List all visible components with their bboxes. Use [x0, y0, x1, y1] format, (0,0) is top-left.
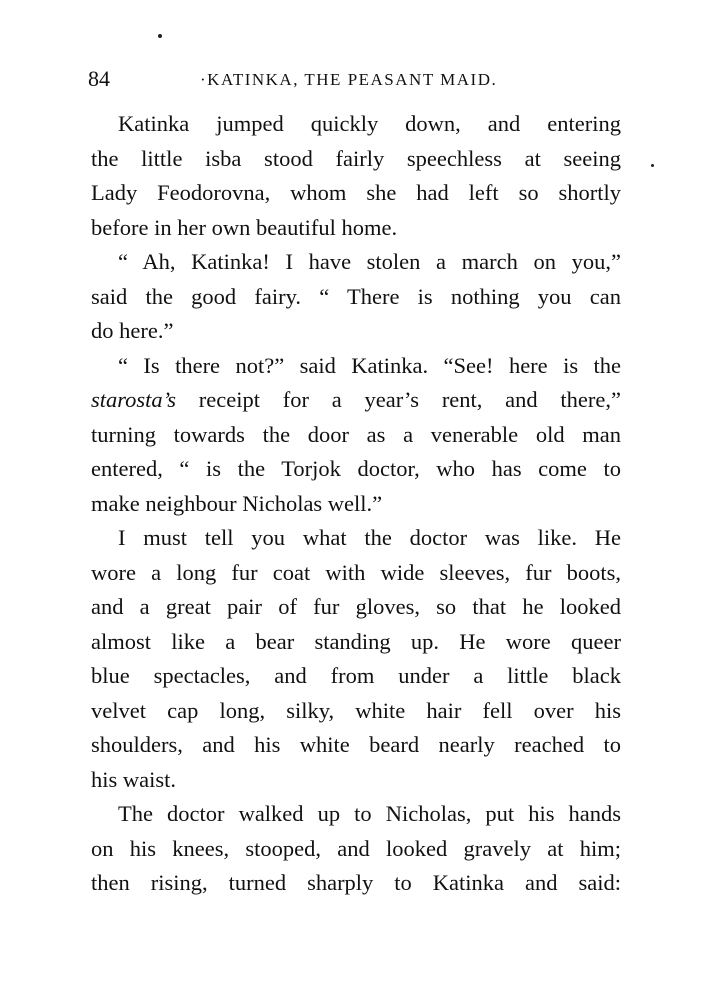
italic-term: starosta’s: [91, 387, 177, 412]
text-line: Lady Feodorovna, whom she had left so shortly: [91, 180, 621, 205]
paragraph: [91, 245, 621, 349]
text-line: on his knees, stooped, and looked gravely at him;: [91, 835, 621, 861]
ink-speck: [158, 34, 162, 38]
text-line: make neighbour Nicholas well.”: [91, 490, 383, 516]
text-line: I must tell you what the doctor was like. He: [118, 525, 621, 550]
text-line: Katinka jumped quickly down, and entering: [118, 111, 621, 136]
text-line: entered, “ is the Torjok doctor, who has come to: [91, 456, 621, 481]
text-line: do here.”: [91, 318, 174, 343]
page-number: 84: [88, 66, 110, 91]
text-line: “ Is there not?” said Katinka. “See! here is the: [118, 352, 621, 378]
text-line: The doctor walked up to Nicholas, put his hands: [118, 801, 621, 826]
text-line: turning towards the door as a venerable old man: [91, 421, 621, 447]
paragraph: [91, 107, 621, 245]
text-line: blue spectacles, and from under a little black: [91, 663, 621, 688]
text-line: shoulders, and his white beard nearly reached to: [91, 732, 621, 757]
text-line: then rising, turned sharply to Katinka and said:: [91, 870, 621, 895]
text-line: before in her own beautiful home.: [91, 214, 398, 240]
text-line: velvet cap long, silky, white hair fell over his: [91, 697, 621, 723]
text-line: his waist.: [91, 766, 177, 792]
paragraph: [91, 349, 621, 522]
paragraph: [91, 521, 621, 797]
running-title: ·KATINKA, THE PEASANT MAID.: [200, 70, 498, 89]
page-header: [88, 64, 628, 94]
text-line: said the good fairy. “ There is nothing you can: [91, 283, 621, 309]
text-line: wore a long fur coat with wide sleeves, fur boots,: [91, 559, 621, 585]
paragraph: [91, 797, 621, 901]
text-line: and a great pair of fur gloves, so that he looked: [91, 594, 621, 619]
text-line: starosta’s receipt for a year’s rent, and there,”: [91, 387, 621, 412]
body-text: [91, 107, 621, 901]
text-line: the little isba stood fairly speechless at seeing: [91, 145, 621, 171]
text-line: “ Ah, Katinka! I have stolen a march on you,”: [118, 249, 621, 274]
text-line: almost like a bear standing up. He wore queer: [91, 628, 621, 654]
ink-speck: [651, 164, 654, 167]
